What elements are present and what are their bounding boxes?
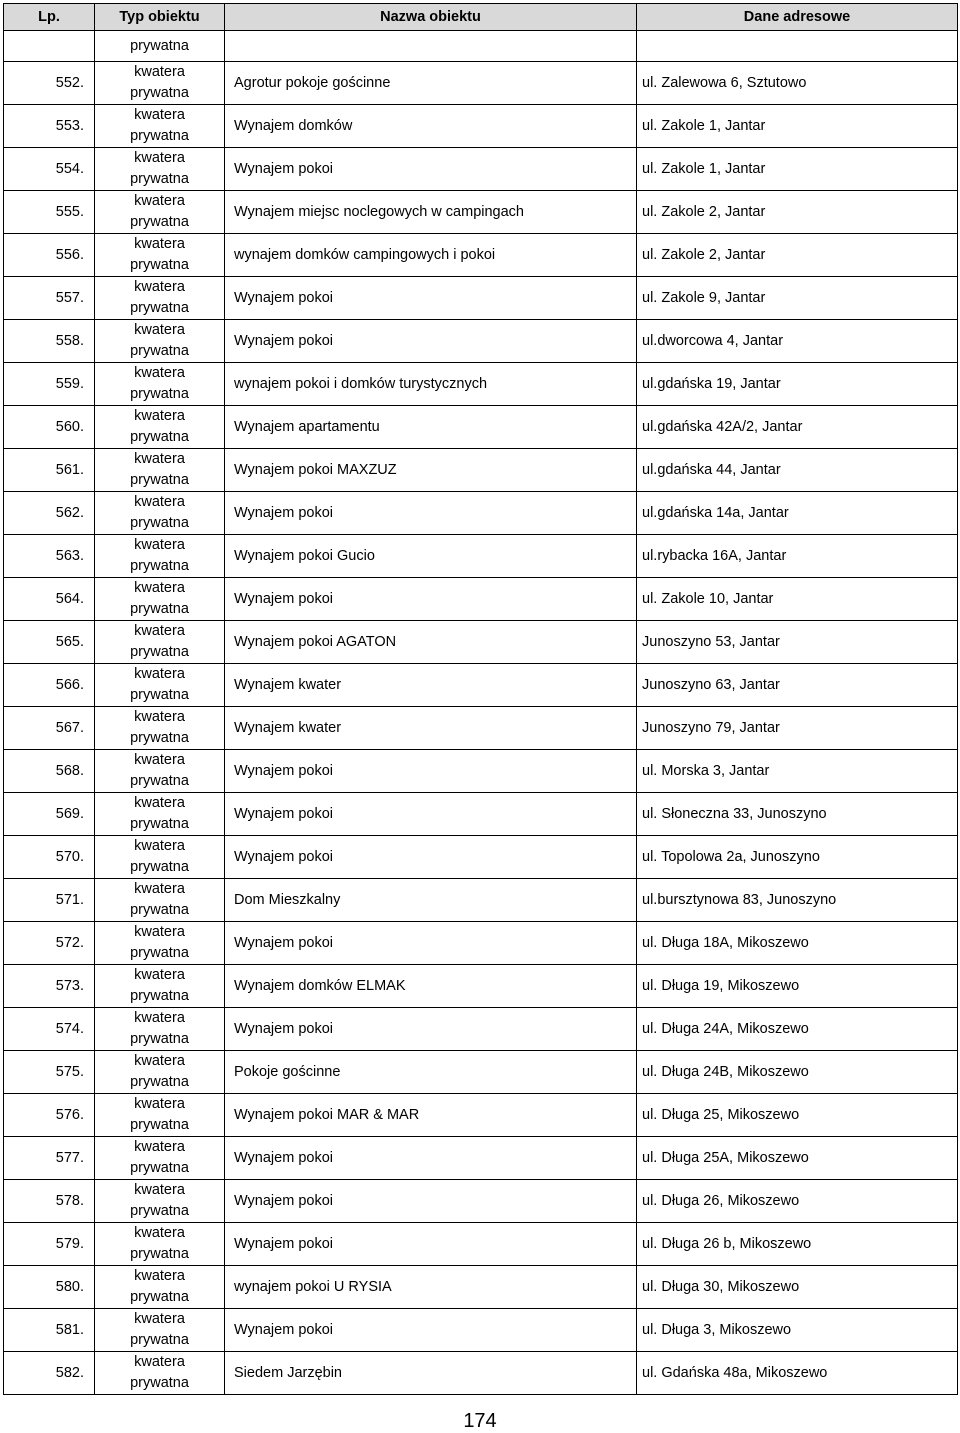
typ-line-1: kwatera xyxy=(134,580,185,596)
typ-line-1: kwatera xyxy=(134,1311,185,1327)
table-row xyxy=(4,320,958,363)
cell-lp: 563. xyxy=(4,535,95,578)
cell-nazwa: Wynajem pokoi xyxy=(225,148,637,191)
cell-typ xyxy=(95,1266,225,1309)
cell-lp: 565. xyxy=(4,621,95,664)
table-row xyxy=(4,664,958,707)
cell-adres: ul.bursztynowa 83, Junoszyno xyxy=(637,879,958,922)
cell-typ xyxy=(95,1223,225,1266)
cell-typ xyxy=(95,1008,225,1051)
cell-nazwa: Wynajem pokoi xyxy=(225,320,637,363)
typ-line-1: kwatera xyxy=(134,967,185,983)
table-row xyxy=(4,535,958,578)
typ-line-1: kwatera xyxy=(134,1139,185,1155)
cell-nazwa: Wynajem miejsc noclegowych w campingach xyxy=(225,191,637,234)
cell-typ xyxy=(95,535,225,578)
cell-typ xyxy=(95,234,225,277)
typ-line-1: kwatera xyxy=(134,1096,185,1112)
header-lp: Lp. xyxy=(4,4,95,31)
typ-line-1: kwatera xyxy=(134,623,185,639)
cell-adres: ul. Zakole 1, Jantar xyxy=(637,148,958,191)
table-row xyxy=(4,191,958,234)
typ-line-2: prywatna xyxy=(130,343,189,359)
cell-nazwa: Wynajem pokoi Gucio xyxy=(225,535,637,578)
cell-nazwa: Agrotur pokoje gościnne xyxy=(225,62,637,105)
typ-line-2: prywatna xyxy=(130,773,189,789)
typ-line-2: prywatna xyxy=(130,1117,189,1133)
cell-typ xyxy=(95,277,225,320)
typ-line-2: prywatna xyxy=(130,558,189,574)
cell-lp: 564. xyxy=(4,578,95,621)
table-row xyxy=(4,1352,958,1395)
cell-lp: 570. xyxy=(4,836,95,879)
cell-adres: ul. Długa 24A, Mikoszewo xyxy=(637,1008,958,1051)
cell-nazwa: Wynajem apartamentu xyxy=(225,406,637,449)
cell-lp: 572. xyxy=(4,922,95,965)
cell-nazwa: wynajem pokoi U RYSIA xyxy=(225,1266,637,1309)
table-row xyxy=(4,1309,958,1352)
typ-line-2: prywatna xyxy=(130,1375,189,1391)
cell-nazwa: Wynajem pokoi AGATON xyxy=(225,621,637,664)
cell-adres: ul. Gdańska 48a, Mikoszewo xyxy=(637,1352,958,1395)
header-nazwa: Nazwa obiektu xyxy=(225,4,637,31)
cell-typ xyxy=(95,707,225,750)
table-row xyxy=(4,879,958,922)
cell-nazwa: Wynajem kwater xyxy=(225,664,637,707)
table-row xyxy=(4,621,958,664)
header-adres: Dane adresowe xyxy=(637,4,958,31)
typ-line-2: prywatna xyxy=(130,601,189,617)
typ-line-1: kwatera xyxy=(134,1010,185,1026)
cell-nazwa: Pokoje gościnne xyxy=(225,1051,637,1094)
cell-lp: 558. xyxy=(4,320,95,363)
cell-typ xyxy=(95,1137,225,1180)
cell-typ xyxy=(95,1094,225,1137)
typ-line-1: kwatera xyxy=(134,881,185,897)
cell-lp: 574. xyxy=(4,1008,95,1051)
cell-adres: ul. Długa 25, Mikoszewo xyxy=(637,1094,958,1137)
typ-line-2: prywatna xyxy=(130,730,189,746)
typ-line-1: kwatera xyxy=(134,107,185,123)
table-row xyxy=(4,363,958,406)
typ-line-2: prywatna xyxy=(130,429,189,445)
typ-line-1: kwatera xyxy=(134,408,185,424)
typ-line-1: kwatera xyxy=(134,795,185,811)
typ-line-2: prywatna xyxy=(130,1160,189,1176)
typ-line-2: prywatna xyxy=(130,859,189,875)
table-row xyxy=(4,707,958,750)
cell-adres: Junoszyno 63, Jantar xyxy=(637,664,958,707)
table-row xyxy=(4,1180,958,1223)
typ-line-2: prywatna xyxy=(130,386,189,402)
typ-line-2: prywatna xyxy=(130,945,189,961)
table-row xyxy=(4,1137,958,1180)
cell-typ xyxy=(95,492,225,535)
cell-nazwa: Wynajem kwater xyxy=(225,707,637,750)
cell-adres: ul. Zakole 9, Jantar xyxy=(637,277,958,320)
cell-typ xyxy=(95,406,225,449)
cell-lp: 573. xyxy=(4,965,95,1008)
accommodation-table xyxy=(3,3,958,1395)
table-row xyxy=(4,277,958,320)
cell-typ xyxy=(95,191,225,234)
table-row xyxy=(4,492,958,535)
cell-lp: 552. xyxy=(4,62,95,105)
cell-nazwa: Wynajem domków ELMAK xyxy=(225,965,637,1008)
cell-nazwa: Wynajem pokoi MAXZUZ xyxy=(225,449,637,492)
typ-line-2: prywatna xyxy=(130,300,189,316)
cell-adres: ul.gdańska 14a, Jantar xyxy=(637,492,958,535)
typ-line-2: prywatna xyxy=(130,644,189,660)
cell-lp: 557. xyxy=(4,277,95,320)
typ-line-1: kwatera xyxy=(134,709,185,725)
cell-lp: 559. xyxy=(4,363,95,406)
cell-nazwa: wynajem domków campingowych i pokoi xyxy=(225,234,637,277)
cell-adres: Junoszyno 53, Jantar xyxy=(637,621,958,664)
cell-adres: ul.dworcowa 4, Jantar xyxy=(637,320,958,363)
cell-nazwa: Wynajem pokoi xyxy=(225,578,637,621)
cell-lp: 568. xyxy=(4,750,95,793)
cell-typ xyxy=(95,1309,225,1352)
typ-line-2: prywatna xyxy=(130,687,189,703)
cell-typ xyxy=(95,1352,225,1395)
table-row xyxy=(4,1008,958,1051)
cell-lp: 555. xyxy=(4,191,95,234)
cell-nazwa: Wynajem pokoi xyxy=(225,793,637,836)
table-row xyxy=(4,62,958,105)
header-typ: Typ obiektu xyxy=(95,4,225,31)
typ-line-1: kwatera xyxy=(134,279,185,295)
cell-nazwa: Dom Mieszkalny xyxy=(225,879,637,922)
cell-adres: ul. Topolowa 2a, Junoszyno xyxy=(637,836,958,879)
cell-adres: ul. Zalewowa 6, Sztutowo xyxy=(637,62,958,105)
cell-adres: ul. Długa 25A, Mikoszewo xyxy=(637,1137,958,1180)
cell-typ xyxy=(95,320,225,363)
cell-lp: 578. xyxy=(4,1180,95,1223)
cell-lp: 575. xyxy=(4,1051,95,1094)
cell-typ xyxy=(95,879,225,922)
cell-typ: prywatna xyxy=(95,31,225,62)
cell-typ xyxy=(95,965,225,1008)
cell-lp: 582. xyxy=(4,1352,95,1395)
typ-line-1: kwatera xyxy=(134,64,185,80)
table-row xyxy=(4,1051,958,1094)
typ-line-1: kwatera xyxy=(134,451,185,467)
typ-line-2: prywatna xyxy=(130,257,189,273)
page-number: 174 xyxy=(463,1410,497,1432)
cell-adres: ul. Zakole 2, Jantar xyxy=(637,234,958,277)
typ-line-2: prywatna xyxy=(130,171,189,187)
typ-line-1: kwatera xyxy=(134,1182,185,1198)
cell-lp: 553. xyxy=(4,105,95,148)
cell-adres: ul. Zakole 10, Jantar xyxy=(637,578,958,621)
typ-line-1: kwatera xyxy=(134,193,185,209)
cell-lp: 569. xyxy=(4,793,95,836)
table-row xyxy=(4,750,958,793)
cell-typ xyxy=(95,922,225,965)
typ-line-1: kwatera xyxy=(134,150,185,166)
typ-line-1: kwatera xyxy=(134,494,185,510)
table-row xyxy=(4,406,958,449)
table-row xyxy=(4,965,958,1008)
cell-typ xyxy=(95,449,225,492)
typ-line-1: kwatera xyxy=(134,365,185,381)
cell-adres: Junoszyno 79, Jantar xyxy=(637,707,958,750)
typ-line-2: prywatna xyxy=(130,128,189,144)
cell-nazwa: wynajem pokoi i domków turystycznych xyxy=(225,363,637,406)
typ-line-2: prywatna xyxy=(130,85,189,101)
cell-nazwa xyxy=(225,31,637,62)
cell-adres: ul. Morska 3, Jantar xyxy=(637,750,958,793)
typ-line-2: prywatna xyxy=(130,1203,189,1219)
cell-lp: 560. xyxy=(4,406,95,449)
table-row xyxy=(4,578,958,621)
typ-line-1: kwatera xyxy=(134,924,185,940)
typ-line-1: kwatera xyxy=(134,236,185,252)
table-row xyxy=(4,1094,958,1137)
cell-adres: ul.rybacka 16A, Jantar xyxy=(637,535,958,578)
cell-typ xyxy=(95,578,225,621)
cell-adres: ul. Długa 3, Mikoszewo xyxy=(637,1309,958,1352)
typ-line-2: prywatna xyxy=(130,1332,189,1348)
cell-lp: 580. xyxy=(4,1266,95,1309)
cell-lp: 577. xyxy=(4,1137,95,1180)
cell-nazwa: Wynajem pokoi xyxy=(225,492,637,535)
typ-line-1: kwatera xyxy=(134,1053,185,1069)
cell-lp: 567. xyxy=(4,707,95,750)
cell-lp: 581. xyxy=(4,1309,95,1352)
cell-nazwa: Wynajem pokoi xyxy=(225,750,637,793)
cell-nazwa: Wynajem pokoi xyxy=(225,277,637,320)
typ-line-2: prywatna xyxy=(130,816,189,832)
typ-line-2: prywatna xyxy=(130,472,189,488)
typ-line-2: prywatna xyxy=(130,988,189,1004)
cell-typ xyxy=(95,1051,225,1094)
cell-nazwa: Wynajem pokoi xyxy=(225,922,637,965)
continued-row xyxy=(4,31,958,62)
cell-typ xyxy=(95,750,225,793)
cell-adres: ul. Zakole 2, Jantar xyxy=(637,191,958,234)
table-row xyxy=(4,793,958,836)
cell-nazwa: Wynajem pokoi xyxy=(225,1309,637,1352)
cell-typ xyxy=(95,836,225,879)
typ-line-2: prywatna xyxy=(130,1246,189,1262)
table-row xyxy=(4,1223,958,1266)
cell-typ xyxy=(95,62,225,105)
typ-line-1: kwatera xyxy=(134,1268,185,1284)
cell-nazwa: Siedem Jarzębin xyxy=(225,1352,637,1395)
cell-typ xyxy=(95,1180,225,1223)
cell-typ xyxy=(95,621,225,664)
typ-line-1: kwatera xyxy=(134,666,185,682)
typ-line-2: prywatna xyxy=(130,1074,189,1090)
table-row xyxy=(4,234,958,277)
table-row xyxy=(4,922,958,965)
typ-line-2: prywatna xyxy=(130,1289,189,1305)
cell-lp: 571. xyxy=(4,879,95,922)
table-row xyxy=(4,449,958,492)
cell-nazwa: Wynajem pokoi xyxy=(225,1180,637,1223)
cell-lp: 554. xyxy=(4,148,95,191)
cell-adres: ul.gdańska 44, Jantar xyxy=(637,449,958,492)
cell-typ xyxy=(95,363,225,406)
typ-line-2: prywatna xyxy=(130,515,189,531)
typ-line-1: kwatera xyxy=(134,537,185,553)
cell-nazwa: Wynajem pokoi xyxy=(225,1137,637,1180)
cell-lp: 576. xyxy=(4,1094,95,1137)
typ-line-1: kwatera xyxy=(134,1225,185,1241)
typ-line-1: kwatera xyxy=(134,322,185,338)
table-row xyxy=(4,105,958,148)
table-row xyxy=(4,148,958,191)
cell-adres: ul. Zakole 1, Jantar xyxy=(637,105,958,148)
cell-lp: 562. xyxy=(4,492,95,535)
cell-lp: 579. xyxy=(4,1223,95,1266)
cell-typ xyxy=(95,105,225,148)
cell-adres: ul. Długa 26 b, Mikoszewo xyxy=(637,1223,958,1266)
table-body xyxy=(4,31,958,1395)
table-row xyxy=(4,836,958,879)
cell-adres xyxy=(637,31,958,62)
cell-lp: 556. xyxy=(4,234,95,277)
cell-adres: ul. Długa 19, Mikoszewo xyxy=(637,965,958,1008)
cell-lp xyxy=(4,31,95,62)
cell-adres: ul. Długa 26, Mikoszewo xyxy=(637,1180,958,1223)
cell-lp: 561. xyxy=(4,449,95,492)
typ-line-1: kwatera xyxy=(134,752,185,768)
cell-adres: ul. Długa 30, Mikoszewo xyxy=(637,1266,958,1309)
cell-nazwa: Wynajem pokoi xyxy=(225,1223,637,1266)
typ-line-2: prywatna xyxy=(130,1031,189,1047)
cell-typ xyxy=(95,793,225,836)
cell-lp: 566. xyxy=(4,664,95,707)
typ-line-1: kwatera xyxy=(134,838,185,854)
cell-adres: ul.gdańska 42A/2, Jantar xyxy=(637,406,958,449)
cell-adres: ul.gdańska 19, Jantar xyxy=(637,363,958,406)
cell-nazwa: Wynajem pokoi xyxy=(225,836,637,879)
header-row xyxy=(4,4,958,31)
cell-adres: ul. Długa 18A, Mikoszewo xyxy=(637,922,958,965)
table-row xyxy=(4,1266,958,1309)
cell-nazwa: Wynajem pokoi xyxy=(225,1008,637,1051)
typ-line-2: prywatna xyxy=(130,214,189,230)
cell-nazwa: Wynajem domków xyxy=(225,105,637,148)
cell-adres: ul. Słoneczna 33, Junoszyno xyxy=(637,793,958,836)
cell-typ xyxy=(95,148,225,191)
cell-nazwa: Wynajem pokoi MAR & MAR xyxy=(225,1094,637,1137)
typ-line-1: kwatera xyxy=(134,1354,185,1370)
cell-adres: ul. Długa 24B, Mikoszewo xyxy=(637,1051,958,1094)
cell-typ xyxy=(95,664,225,707)
typ-line-2: prywatna xyxy=(130,902,189,918)
